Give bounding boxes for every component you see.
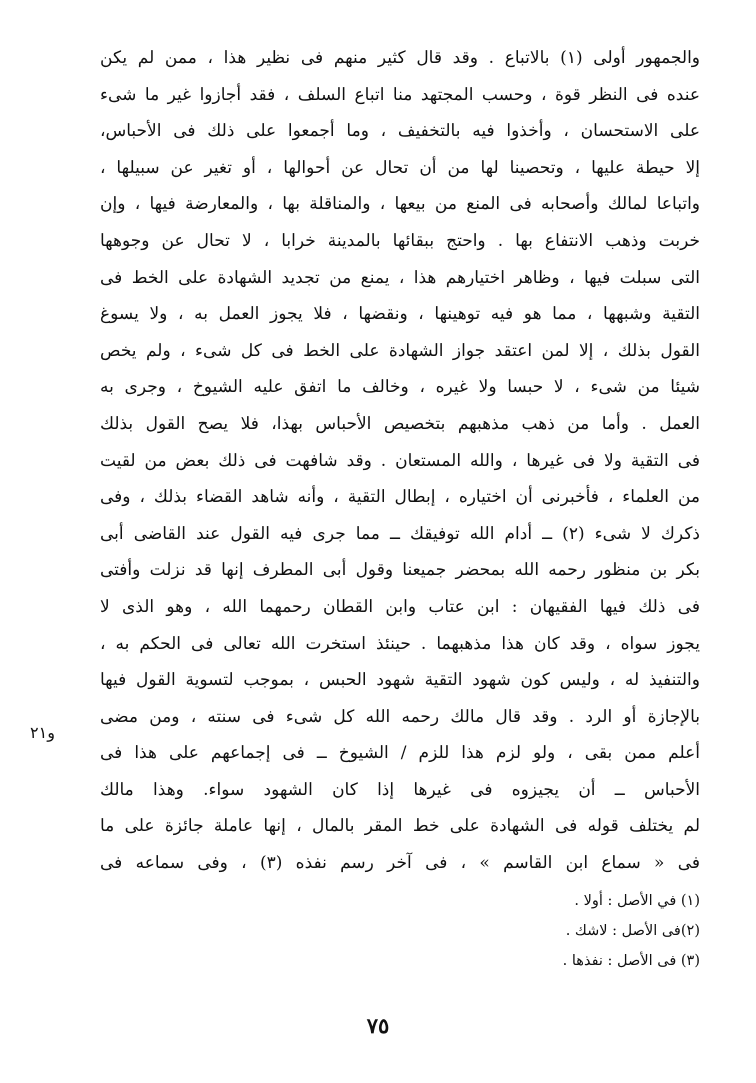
footnote: (١) في الأصل : أولا .	[574, 893, 700, 909]
footnote: (٣) فى الأصل : نفذها .	[562, 953, 700, 969]
footnote: (٢)فى الأصل : لاشك .	[565, 923, 700, 939]
text-line: شيئا من شىء ، لا حبسا ولا غيره ، وخالف ما اتفق عليه الشيوخ ، وجرى به	[100, 377, 700, 398]
text-line: أعلم ممن بقى ، ولو لزم هذا للزم / الشيوخ ــ فى إجماعهم على هذا فى	[100, 743, 700, 764]
page-number: ٧٥	[366, 1013, 390, 1038]
main-text	[100, 40, 700, 882]
text-line: فى ذلك فيها الفقيهان : ابن عتاب وابن القطان رحمهما الله ، وهو الذى لا	[100, 596, 700, 617]
footnotes	[400, 886, 700, 976]
text-line: التى سبلت فيها ، وظاهر اختيارهم هذا ، يمنع من تجديد الشهادة على الخط فى	[100, 267, 700, 288]
text-line: فى « سماع ابن القاسم » ، فى آخر رسم نفذه (٣) ، وفى سماعه فى	[100, 853, 701, 874]
text-line: بالإجازة أو الرد . وقد قال مالك رحمه الله كل شىء فى سنته ، ومن مضى	[100, 706, 700, 727]
text-line: على الاستحسان ، وأخذوا فيه بالتخفيف ، وما أجمعوا على ذلك فى الأحباس،	[100, 121, 700, 142]
text-line: من العلماء ، فأخبرنى أن اختياره ، إبطال التقية ، وأنه شاهد القضاء بذلك ، وفى	[100, 487, 700, 508]
text-line: التقية وشبهها ، مما هو فيه توهينها ، ونقضها ، فلا يجوز العمل به ، ولا يسوغ	[100, 304, 700, 325]
text-line: واتباعا لمالك وأصحابه فى المنع من بيعها ، والمناقلة بها ، والمعارضة فيها ، وإن	[100, 194, 700, 215]
text-line: يجوز سواه ، وقد كان هذا مذهبهما . حينئذ استخرت الله تعالى فى الحكم به ،	[100, 633, 700, 654]
text-line: فى التقية ولا فى غيرها ، والله المستعان . وقد شافهت فى ذلك بعض من لقيت	[100, 450, 700, 471]
text-line: الأحباس ــ أن يجيزوه فى غيرها إذا كان الشهود سواء. وهذا مالك	[100, 779, 700, 800]
text-line: القول بذلك ، إلا لمن اعتقد جواز الشهادة على الخط فى كل شىء ، ولم يخص	[100, 340, 700, 361]
text-line: والجمهور أولى (١) بالاتباع . وقد قال كثير منهم فى نظير هذا ، ممن لم يكن	[100, 48, 701, 68]
margin-folio-marker: و٢١	[30, 723, 55, 742]
text-line: بكر بن منظور رحمه الله بمحضر جميعنا وقول أبى المطرف إنها قد نزلت وأفتى	[100, 560, 700, 581]
text-line: ذكرك لا شىء (٢) ــ أدام الله توفيقك ــ مما جرى فيه القول عند القاضى أبى	[100, 523, 700, 544]
text-line: خربت وذهب الانتفاع بها . واحتج ببقائها بالمدينة خرابا ، لا تحال عن وجوهها	[100, 230, 700, 251]
text-line: والتنفيذ له ، وليس كون شهود التقية شهود الحبس ، بموجب لتسوية القول فيها	[100, 670, 700, 691]
text-line: إلا حيطة عليها ، وتحصينا لها من أن تحال عن أحوالها ، أو تغير عن سبيلها ،	[100, 157, 700, 178]
text-line: عنده فى النظر قوة ، وحسب المجتهد منا اتباع السلف ، فقد أجازوا غير ما شىء	[100, 84, 700, 105]
text-line: العمل . وأما من ذهب مذهبهم بتخصيص الأحباس بهذا، فلا يصح القول بذلك	[100, 413, 700, 434]
text-line: لم يختلف قوله فى الشهادة على خط المقر بالمال ، إنها عاملة جائزة على ما	[100, 816, 700, 837]
